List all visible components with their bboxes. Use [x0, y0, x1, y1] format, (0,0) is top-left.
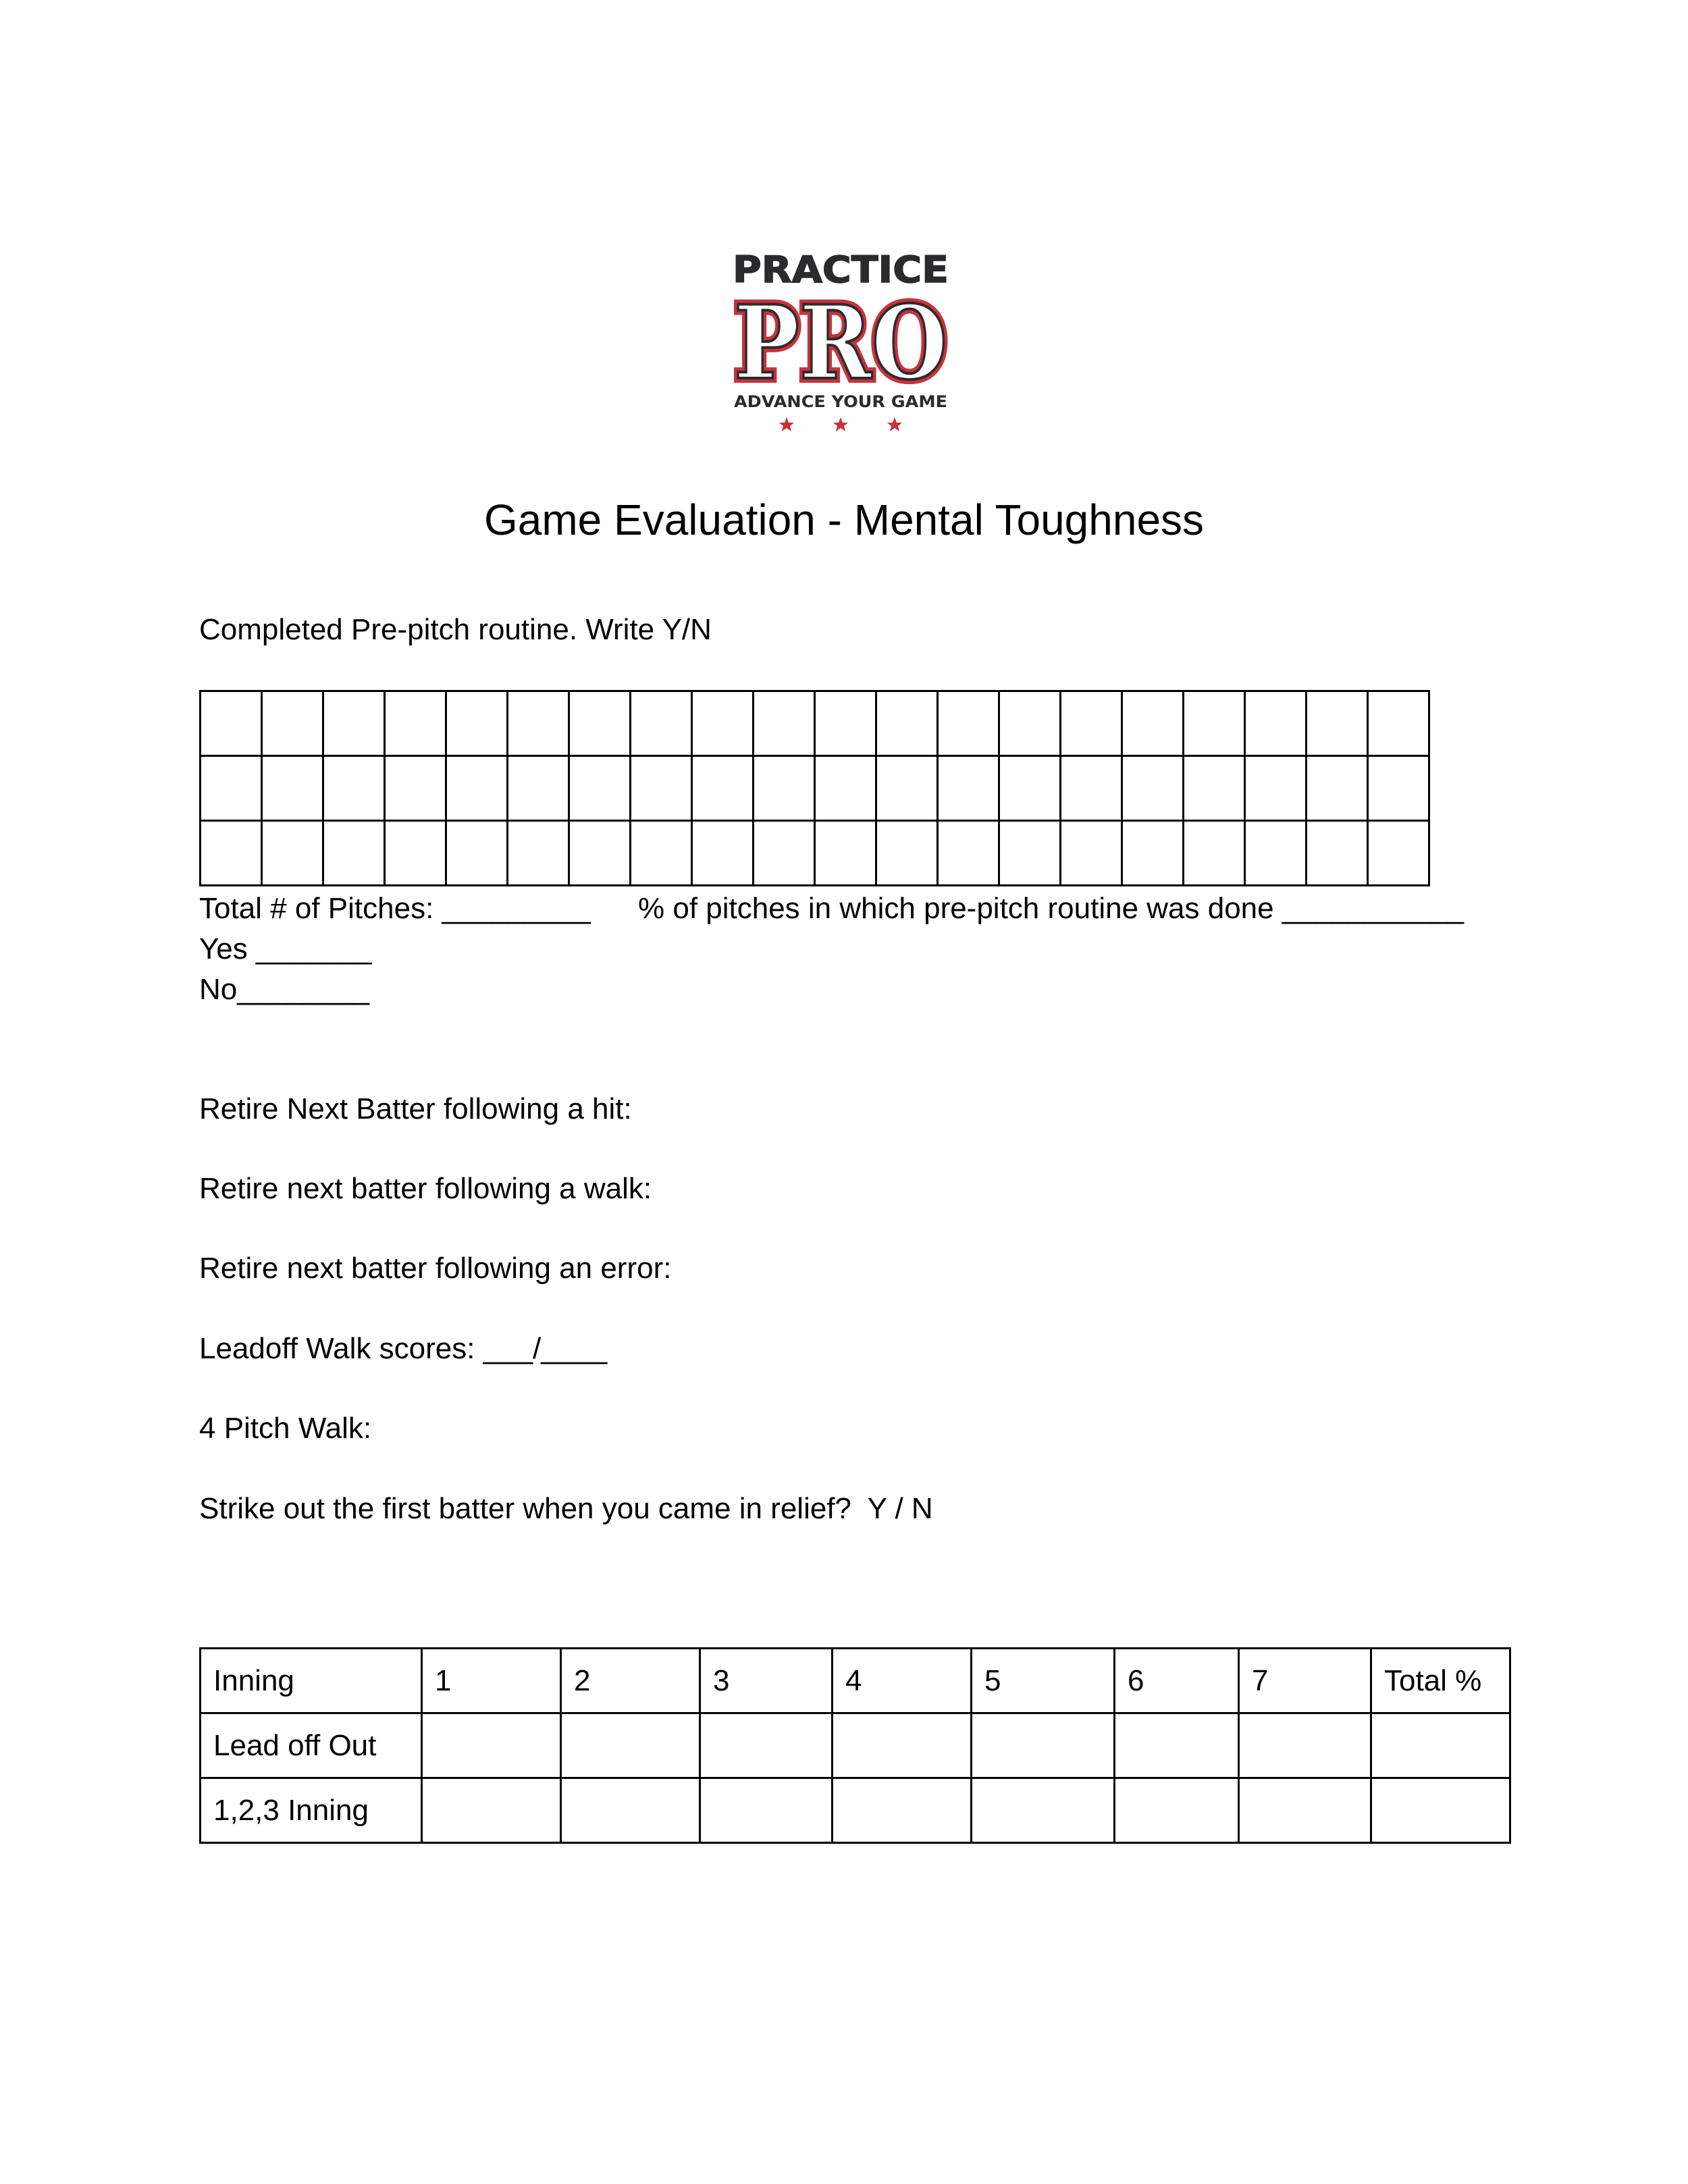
grid-cell[interactable] — [1122, 756, 1184, 821]
grid-cell[interactable] — [754, 756, 815, 821]
no-line: No________ — [199, 973, 370, 1006]
grid-cell[interactable] — [631, 756, 692, 821]
grid-cell[interactable] — [692, 691, 754, 756]
percent-line: % of pitches in which pre-pitch routine was done ___________ — [638, 892, 1465, 925]
table-row — [201, 1778, 1510, 1843]
grid-row — [201, 821, 1429, 886]
header-cell-4: 4 — [833, 1649, 972, 1713]
grid-row — [201, 691, 1429, 756]
grid-cell[interactable] — [323, 691, 385, 756]
grid-cell[interactable] — [815, 821, 876, 886]
table-cell[interactable] — [1371, 1778, 1510, 1843]
grid-cell[interactable] — [999, 691, 1061, 756]
grid-cell[interactable] — [262, 756, 323, 821]
grid-cell[interactable] — [385, 821, 446, 886]
grid-cell[interactable] — [815, 756, 876, 821]
grid-cell[interactable] — [631, 691, 692, 756]
header-cell-inning: Inning — [201, 1649, 422, 1713]
logo-stars-icon — [779, 417, 902, 431]
table-cell[interactable] — [422, 1778, 561, 1843]
table-cell[interactable] — [561, 1713, 700, 1778]
grid-cell[interactable] — [569, 821, 631, 886]
table-row — [201, 1713, 1510, 1778]
question-retire-after-walk: Retire next batter following a walk: — [199, 1172, 652, 1205]
grid-cell[interactable] — [1061, 756, 1122, 821]
grid-cell[interactable] — [1245, 821, 1307, 886]
grid-cell[interactable] — [1368, 756, 1429, 821]
grid-cell[interactable] — [569, 691, 631, 756]
table-cell[interactable] — [1115, 1778, 1239, 1843]
grid-cell[interactable] — [1245, 691, 1307, 756]
grid-cell[interactable] — [1122, 821, 1184, 886]
grid-cell[interactable] — [876, 756, 938, 821]
grid-cell[interactable] — [1184, 691, 1245, 756]
table-cell[interactable] — [833, 1778, 972, 1843]
grid-cell[interactable] — [1307, 691, 1368, 756]
grid-cell[interactable] — [999, 821, 1061, 886]
grid-cell[interactable] — [323, 821, 385, 886]
pre-pitch-grid — [199, 690, 1430, 886]
header-cell-3: 3 — [700, 1649, 833, 1713]
grid-cell[interactable] — [692, 756, 754, 821]
row-label-one-two-three-inning: 1,2,3 Inning — [201, 1778, 422, 1843]
grid-cell[interactable] — [876, 821, 938, 886]
grid-cell[interactable] — [508, 691, 569, 756]
row-label-lead-off-out: Lead off Out — [201, 1713, 422, 1778]
table-cell[interactable] — [561, 1778, 700, 1843]
pre-pitch-heading: Completed Pre-pitch routine. Write Y/N — [199, 613, 712, 646]
grid-cell[interactable] — [1061, 821, 1122, 886]
header-cell-5: 5 — [972, 1649, 1115, 1713]
logo-tagline: ADVANCE YOUR GAME — [734, 392, 947, 411]
table-cell[interactable] — [972, 1713, 1115, 1778]
page-title: Game Evaluation - Mental Toughness — [483, 496, 1205, 544]
grid-cell[interactable] — [262, 821, 323, 886]
innings-table — [199, 1647, 1511, 1844]
grid-cell[interactable] — [1307, 756, 1368, 821]
logo-pro-outline: PRO — [734, 284, 947, 402]
table-cell[interactable] — [1371, 1713, 1510, 1778]
grid-row — [201, 756, 1429, 821]
grid-cell[interactable] — [569, 756, 631, 821]
question-retire-after-hit: Retire Next Batter following a hit: — [199, 1092, 632, 1125]
logo-pro-text: PRO — [734, 284, 947, 402]
grid-cell[interactable] — [1368, 821, 1429, 886]
grid-cell[interactable] — [323, 756, 385, 821]
grid-cell[interactable] — [1122, 691, 1184, 756]
grid-cell[interactable] — [262, 691, 323, 756]
table-cell[interactable] — [700, 1713, 833, 1778]
header-cell-total: Total % — [1371, 1649, 1510, 1713]
grid-cell[interactable] — [999, 756, 1061, 821]
yes-line: Yes _______ — [199, 932, 372, 965]
grid-cell[interactable] — [938, 756, 999, 821]
grid-cell[interactable] — [201, 821, 262, 886]
grid-cell[interactable] — [1368, 691, 1429, 756]
header-cell-6: 6 — [1115, 1649, 1239, 1713]
table-cell[interactable] — [700, 1778, 833, 1843]
grid-cell[interactable] — [508, 821, 569, 886]
grid-cell[interactable] — [446, 821, 508, 886]
table-cell[interactable] — [422, 1713, 561, 1778]
question-strikeout-relief: Strike out the first batter when you came in relief? Y / N — [199, 1492, 933, 1525]
header-cell-1: 1 — [422, 1649, 561, 1713]
practice-pro-logo — [729, 243, 952, 432]
grid-cell[interactable] — [631, 821, 692, 886]
total-pitches-line: Total # of Pitches: _________ — [199, 892, 591, 925]
grid-cell[interactable] — [201, 756, 262, 821]
grid-cell[interactable] — [692, 821, 754, 886]
table-cell[interactable] — [1239, 1778, 1371, 1843]
table-cell[interactable] — [1239, 1713, 1371, 1778]
innings-header-row — [201, 1649, 1510, 1713]
question-retire-after-error: Retire next batter following an error: — [199, 1252, 672, 1285]
grid-cell[interactable] — [385, 756, 446, 821]
logo-practice-text: PRACTICE — [733, 248, 949, 291]
grid-cell[interactable] — [446, 691, 508, 756]
grid-cell[interactable] — [754, 691, 815, 756]
header-cell-7: 7 — [1239, 1649, 1371, 1713]
grid-cell[interactable] — [446, 756, 508, 821]
table-cell[interactable] — [972, 1778, 1115, 1843]
question-four-pitch-walk: 4 Pitch Walk: — [199, 1412, 372, 1445]
grid-cell[interactable] — [1307, 821, 1368, 886]
grid-cell[interactable] — [938, 691, 999, 756]
grid-cell[interactable] — [1184, 821, 1245, 886]
grid-cell[interactable] — [1245, 756, 1307, 821]
table-cell[interactable] — [1115, 1713, 1239, 1778]
grid-cell[interactable] — [815, 691, 876, 756]
grid-cell[interactable] — [1061, 691, 1122, 756]
grid-cell[interactable] — [1184, 756, 1245, 821]
grid-cell[interactable] — [938, 821, 999, 886]
grid-cell[interactable] — [754, 821, 815, 886]
grid-cell[interactable] — [385, 691, 446, 756]
grid-cell[interactable] — [508, 756, 569, 821]
header-cell-2: 2 — [561, 1649, 700, 1713]
grid-cell[interactable] — [876, 691, 938, 756]
table-cell[interactable] — [833, 1713, 972, 1778]
grid-cell[interactable] — [201, 691, 262, 756]
question-leadoff-walk-scores: Leadoff Walk scores: ___/____ — [199, 1332, 608, 1365]
